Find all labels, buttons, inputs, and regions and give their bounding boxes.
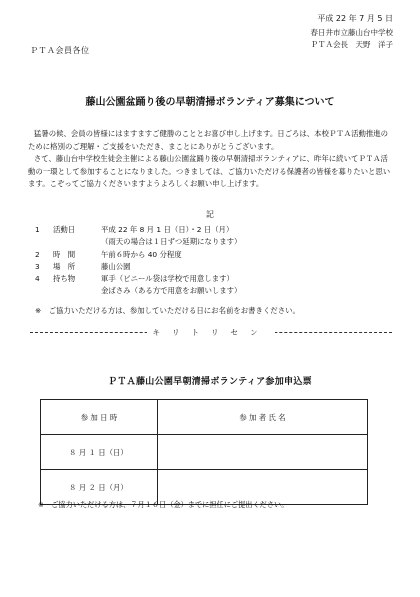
item-value: 午前６時から 40 分程度 <box>101 249 182 259</box>
list-item <box>35 273 241 285</box>
item-value: 平成 22 年 8 月 1 日（日）・2 日（月） <box>101 225 234 234</box>
school-name: 春日井市立藤山台中学校 <box>310 28 393 37</box>
item-extra: 金ばさみ（ある方で用意をお願いします） <box>101 286 242 296</box>
application-table <box>40 399 368 505</box>
document-date: 平成 22 年 7 月 5 日 <box>317 14 393 23</box>
item-value: 藤山公園 <box>101 261 131 271</box>
body-paragraph: さて、藤山台中学校生徒会主催による藤山公園盆踊り後の早朝清掃ボランティアに、昨年に続いてＰＴＡ活動の一環として参加することになりました。つきましては、ご協力いただける保護者の皆様を募りたいと思います。こぞってご協力くださいますようよろしくお願い申し上げます。 <box>28 154 391 189</box>
table-header-row <box>41 400 368 435</box>
item-value: 軍手（ビニール袋は学校で用意します） <box>101 274 234 284</box>
date-cell: ８ 月 ２ 日（月） <box>41 470 158 505</box>
cut-line <box>30 327 392 337</box>
item-number: 4 <box>35 274 40 284</box>
form-title: ＰＴＡ藤山公園早朝清掃ボランティア参加申込票 <box>108 377 312 387</box>
item-label: 持ち物 <box>53 274 76 284</box>
item-label: 場 所 <box>53 261 76 271</box>
cut-label: キリトリセン <box>147 328 276 337</box>
name-entry-cell[interactable] <box>158 435 368 470</box>
column-header-name: 参 加 者 氏 名 <box>158 400 368 435</box>
item-list <box>35 224 241 298</box>
item-number: 1 <box>35 225 40 234</box>
document-title: 藤山公園盆踊り後の早朝清掃ボランティア募集について <box>85 97 335 108</box>
item-number: 3 <box>35 261 40 271</box>
ki-heading: 記 <box>206 210 214 219</box>
item-extra: （雨天の場合は１日ずつ延期になります） <box>101 237 242 247</box>
note-submission: ※ ご協力いただける方は、７月１６日（金）までに担任にご提出ください。 <box>38 500 289 509</box>
column-header-date: 参 加 日 時 <box>41 400 158 435</box>
list-item <box>35 224 241 236</box>
item-label: 時 間 <box>53 249 76 259</box>
table-row <box>41 435 368 470</box>
list-item <box>35 249 241 261</box>
sender-name: ＰＴＡ会長 天野 洋子 <box>310 40 393 49</box>
item-label: 活動日 <box>53 225 76 234</box>
note-instruction: ※ ご協力いただける方は、参加していただける日にお名前をお書きください。 <box>35 306 300 315</box>
item-number: 2 <box>35 249 40 259</box>
date-cell: ８ 月 １ 日（日） <box>41 435 158 470</box>
sender-block <box>311 27 394 51</box>
recipient: ＰＴＡ会員各位 <box>30 46 90 55</box>
body-paragraph: 猛暑の候、会員の皆様にはますますご健勝のこととお喜び申し上げます。日ごろは、本校ＰＴＡ活動推進のために格別のご理解・ご支援をいただき、まことにありがとうございます。 <box>28 129 389 151</box>
body-text <box>28 128 393 191</box>
list-item <box>35 261 241 273</box>
